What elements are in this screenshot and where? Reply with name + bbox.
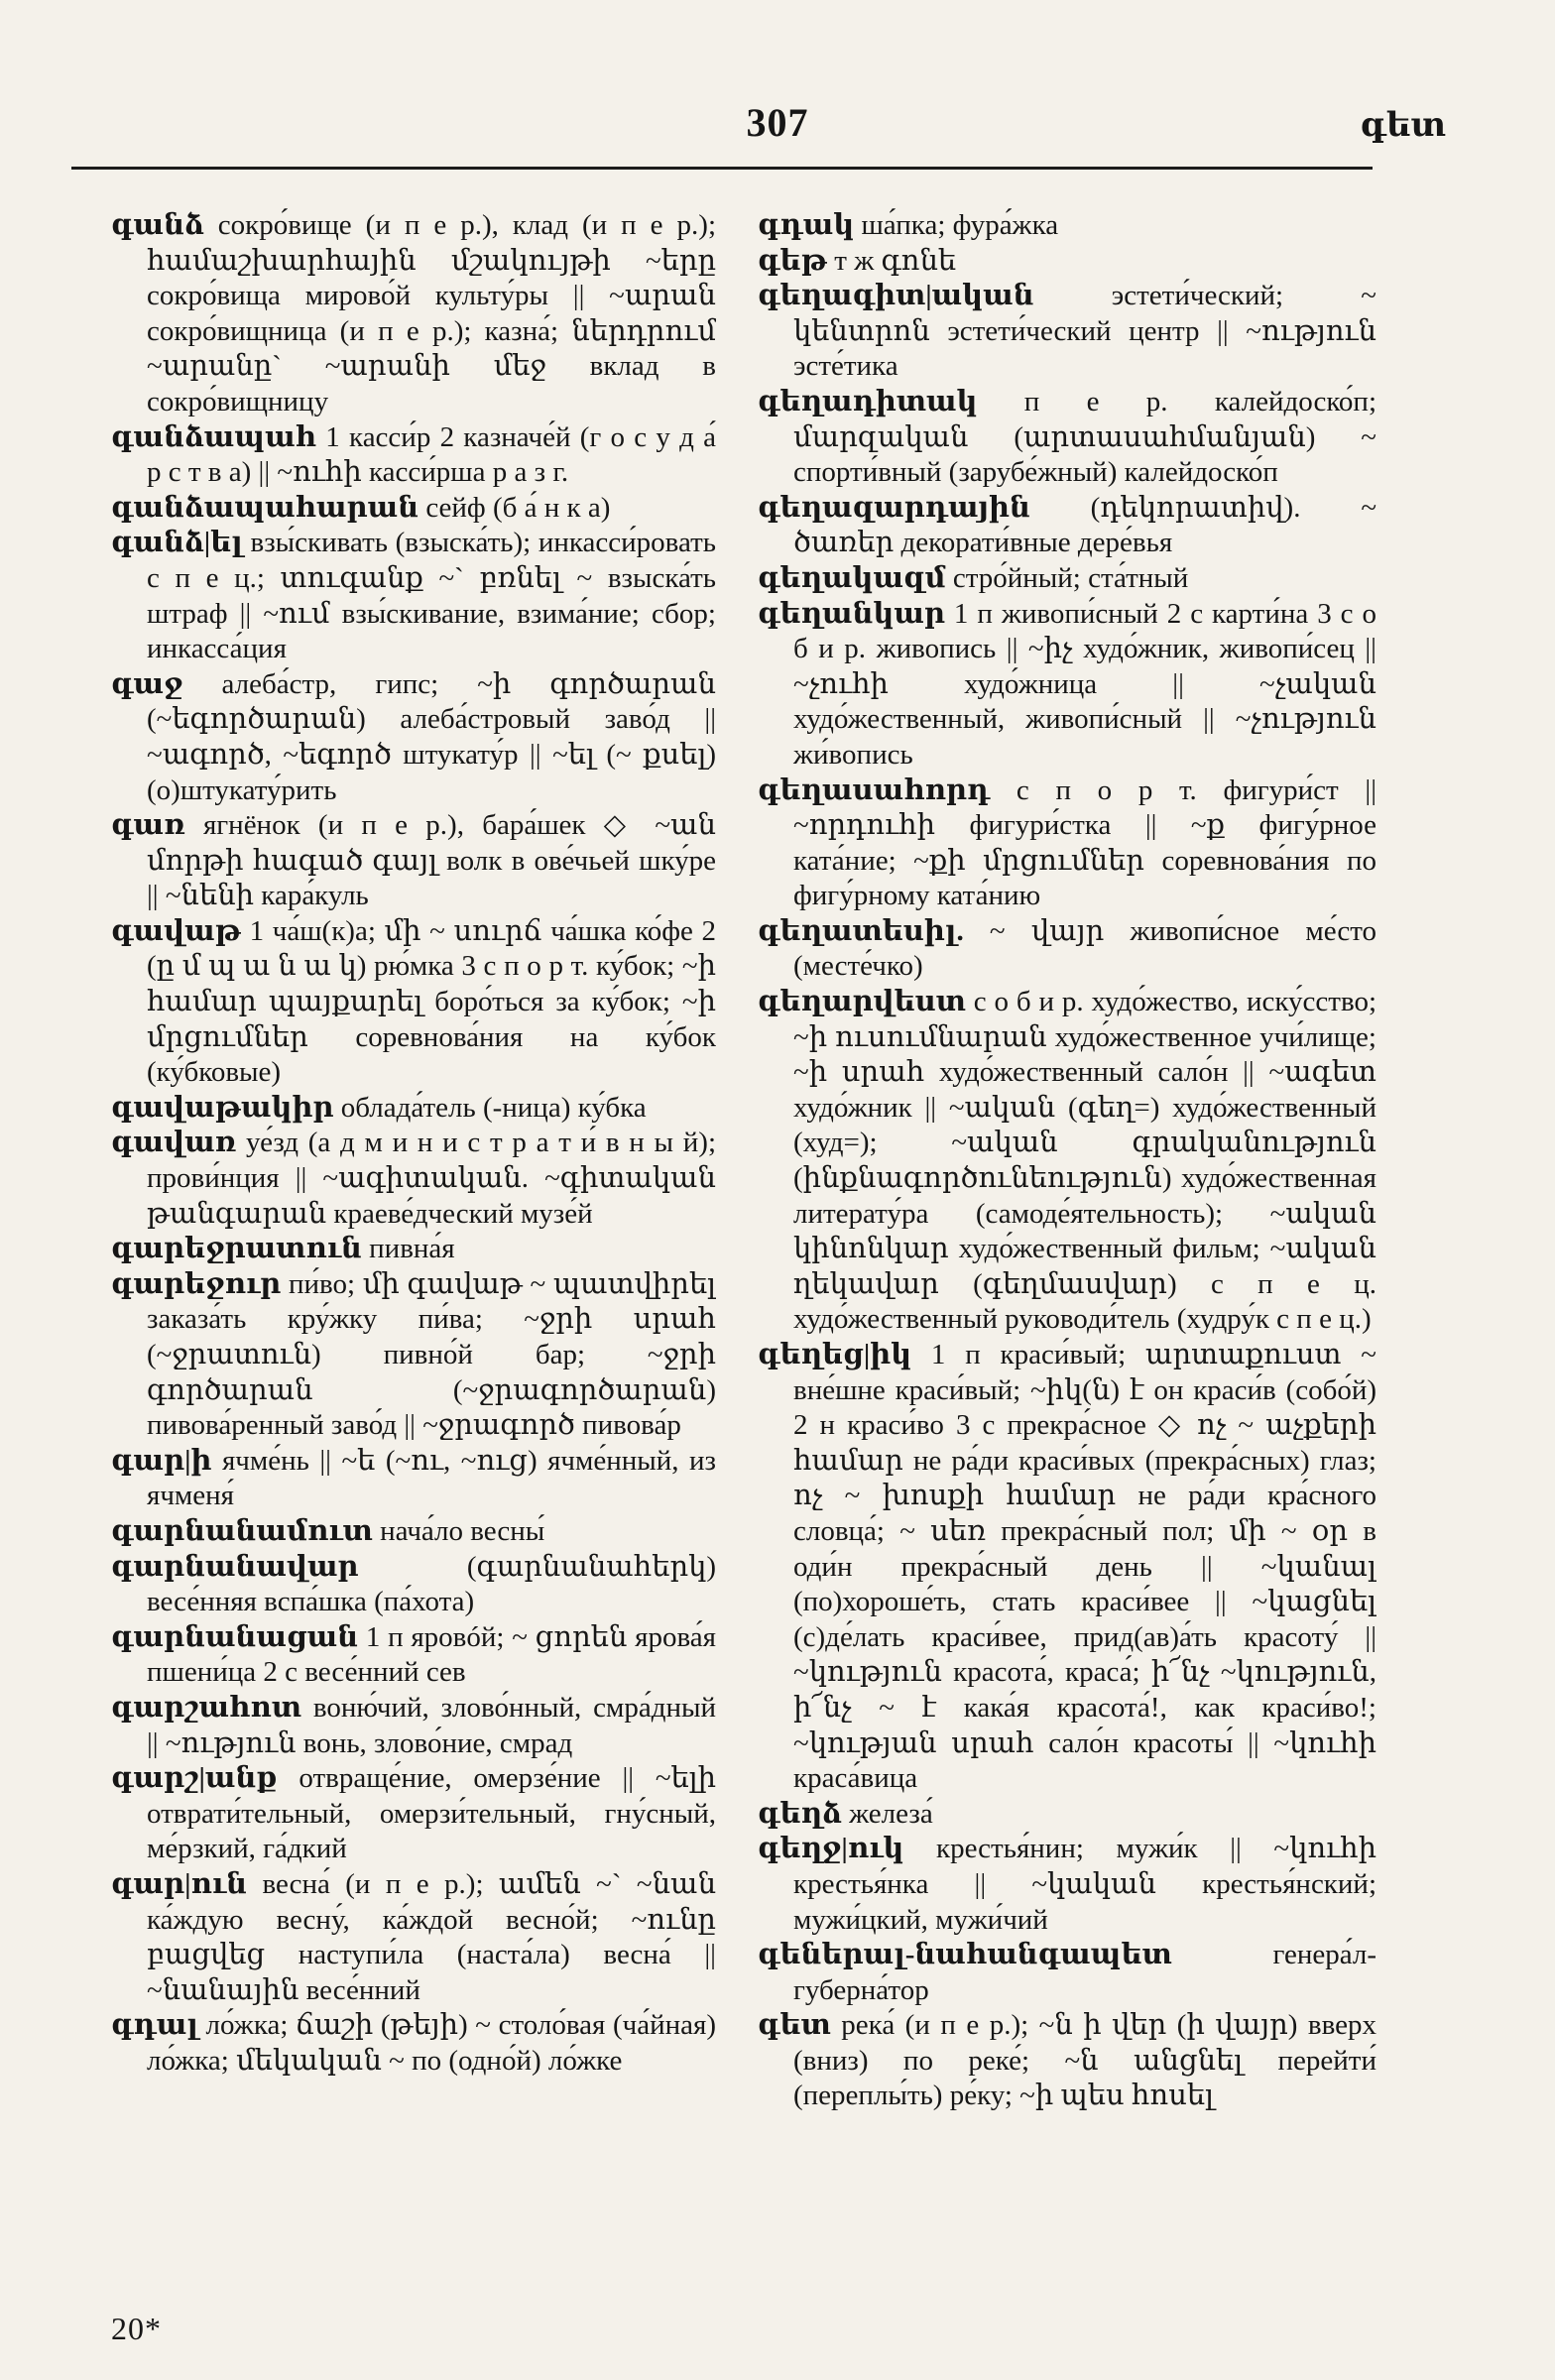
- entry-definition: весна́ (и п е р.); ամեն ~` ~նան ка́ждую весну́, ка́ждой весно́й; ~ունը բացվեց наступи́ла (наста́ла) весна́ || ~նանային весе́нний: [147, 1867, 716, 2006]
- dictionary-entry: [111, 1091, 716, 1127]
- entry-headword: գեղեց|իկ: [758, 1339, 912, 1370]
- entry-headword: գեներալ-նահանգապետ: [758, 1939, 1172, 1971]
- entry-definition: отвраще́ние, омерзе́ние || ~ելի отврати́тельный, омерзи́тельный, гну́сный, ме́рзкий, га́дкий: [147, 1762, 716, 1865]
- entry-headword: գառ: [111, 809, 185, 842]
- entry-headword: գեղարվեստ: [758, 986, 966, 1018]
- entry-definition: эстети́ческий; ~ կենտրոն эстети́ческий центр || ~ություն эсте́тика: [793, 280, 1376, 383]
- guide-word: գետ: [1360, 107, 1446, 144]
- entry-headword: գարեջուր: [111, 1267, 282, 1300]
- entry-definition: ягнёнок (и п е р.), бара́шек ◇ ~ան մորթի հագած գայլ волк в ове́чьей шку́ре || ~նենի кара́куль: [147, 809, 716, 912]
- dictionary-entry: [758, 1832, 1376, 1938]
- entry-definition: с п о р т. фигури́ст || ~որդուհի фигури́стка || ~ք фигу́рное ката́ние; ~քի մրցումներ соревнова́ния по фигу́рному ката́нию: [793, 774, 1376, 912]
- entry-definition: сокро́вище (и п е р.), клад (и п е р.); համաշխարհային մշակույթի ~երը сокро́вища мирово́й культу́ры || ~արան сокро́вищница (и п е р.); казна́; ներդրում ~արանը` ~արանի մեջ вклад в сокро́вищницу: [147, 209, 716, 417]
- dictionary-entry: [111, 914, 716, 1091]
- entry-definition: п е р. калейдоско́п; մարզական (արտասահմանյան) ~ спорти́вный (зарубе́жный) калейдоско́п: [793, 385, 1376, 489]
- entry-headword: գարշ|անք: [111, 1762, 278, 1795]
- entry-headword: գեղատեսիլ.: [758, 914, 964, 947]
- dictionary-entry: [758, 985, 1376, 1338]
- dictionary-entry: [758, 914, 1376, 985]
- dictionary-entry: [111, 1444, 716, 1514]
- entry-definition: сейф (б а́ н к а): [425, 491, 611, 524]
- entry-headword: գեղանկար: [758, 597, 945, 630]
- dictionary-entry: [758, 774, 1376, 914]
- dictionary-entry: [758, 2008, 1376, 2114]
- entry-definition: пивна́я: [369, 1233, 455, 1265]
- dictionary-entry: [111, 491, 716, 527]
- dictionary-entry: [758, 1938, 1376, 2008]
- page-header: [0, 0, 1555, 178]
- entry-definition: ячме́нь || ~ե (~ու, ~ուց) ячме́нный, из ячменя́: [147, 1444, 716, 1512]
- entry-headword: գեղասահորդ: [758, 774, 991, 806]
- dictionary-entry: [758, 597, 1376, 774]
- entry-definition: ло́жка; ճաշի (թեյի) ~ столо́вая (ча́йная) ло́жка; մեկական ~ по (одно́й) ло́жке: [147, 2009, 716, 2077]
- dictionary-entry: [758, 385, 1376, 491]
- dictionary-entry: [111, 667, 716, 808]
- entry-definition: (դեկորատիվ). ~ ծառեր декорати́вные дере́вья: [793, 491, 1376, 559]
- entry-headword: գանձ: [111, 209, 204, 241]
- entry-headword: գաջ: [111, 667, 183, 700]
- entry-definition: крестья́нин; мужи́к || ~կուհի крестья́нка || ~կական крестья́нский; мужи́цкий, мужи́чий: [793, 1833, 1376, 1936]
- entry-definition: генера́л-губерна́тор: [793, 1939, 1376, 2006]
- entry-headword: գարնանացան: [111, 1620, 359, 1653]
- dictionary-entry: [111, 1514, 716, 1550]
- entry-headword: գեղադիտակ: [758, 385, 978, 417]
- dictionary-entry: [758, 491, 1376, 561]
- entry-definition: стро́йный; ста́тный: [952, 561, 1189, 594]
- entry-definition: с о б и р. худо́жество, иску́сство; ~ի ուսումնարան худо́жественное учи́лище; ~ի սրահ худо́жественный сало́н || ~ագետ худо́жник || ~ական (գեղ=) худо́жественный (худ=); ~ական գրականություն (ինքնագործունեություն) худо́жественная литерату́ра (самоде́ятельность); ~ական կինոնկար худо́жественный фильм; ~ական ղեկավար (գեղմասվար) с п е ц. худо́жественный руководи́тель (худру́к с п е ц.): [793, 986, 1376, 1336]
- entry-definition: 1 п яровóй; ~ ցորեն ярова́я пшени́ца 2 с весе́нний сев: [147, 1620, 716, 1689]
- entry-headword: գարշահոտ: [111, 1691, 301, 1724]
- dictionary-entry: [111, 1691, 716, 1761]
- dictionary-entry: [111, 1867, 716, 2008]
- entry-definition: 1 п краси́вый; արտաքուստ ~ вне́шне краси́вый; ~իկ(ն) է он краси́в (собо́й) 2 н краси́во 3 с прекра́сное ◇ ոչ ~ աչքերի համար не ра́ди краси́вых (прекра́сных) глаз; ոչ ~ խոսքի համար не ра́ди кра́сного словца́; ~ սեռ прекра́сный пол; մի ~ օր в оди́н прекра́сный день || ~կանալ (по)хороше́ть, стать краси́вее || ~կացնել (с)де́лать краси́вее, прид(ав)а́ть красоту́ || ~կություն красота́, краса́; ի՜նչ ~կություն, ի՜նչ ~ է кака́я красота́!, как краси́во!; ~կության սրահ сало́н красоты́ || ~կուհի краса́вица: [793, 1339, 1376, 1795]
- dictionary-entry: [758, 279, 1376, 385]
- entry-definition: уе́зд (а д м и н и с т р а т и́ в н ы й); прови́нция || ~ագիտական. ~գիտական թանգարան краеве́дческий музе́й: [147, 1127, 716, 1230]
- header-rule: [71, 167, 1373, 170]
- entry-definition: нача́ло весны́: [380, 1514, 545, 1547]
- dictionary-entry: [111, 526, 716, 666]
- entry-headword: գավաթակիր: [111, 1091, 334, 1124]
- entry-headword: գեղագիտ|ական: [758, 280, 1034, 312]
- entry-definition: т ж գոնե: [834, 244, 957, 277]
- dictionary-entry: [758, 208, 1376, 244]
- dictionary-entry: [111, 1620, 716, 1691]
- entry-definition: железа́: [849, 1797, 933, 1830]
- dictionary-entry: [758, 1338, 1376, 1797]
- entry-definition: пи́во; մի գավաթ ~ պատվիրել заказа́ть кру́жку пи́ва; ~ջրի սրահ (~ջրատուն) пивно́й бар; ~ջրի գործարան (~ջրագործարան) пивова́ренный заво́д || ~ջրագործ пивова́р: [147, 1267, 716, 1442]
- entry-headword: գդակ: [758, 209, 855, 241]
- entry-headword: գետ: [758, 2009, 831, 2042]
- signature-mark: 20*: [111, 2311, 162, 2346]
- entry-headword: գեթ: [758, 244, 828, 277]
- entry-headword: գարնանամուտ: [111, 1514, 373, 1547]
- entry-definition: река́ (и п е р.); ~ն ի վեր (ի վայր) вверх (вниз) по реке́; ~ն անցնել перейти́ (переплы́ть) ре́ку; ~ի պես հոսել: [793, 2009, 1376, 2112]
- entry-definition: алеба́стр, гипс; ~ի գործարան (~եգործարան) алеба́стровый заво́д || ~ագործ, ~եգործ штукату́р || ~ել (~ քսել) (о)штукату́рить: [147, 667, 716, 806]
- entry-headword: գեղակազմ: [758, 561, 946, 594]
- entry-headword: գար|ի: [111, 1444, 212, 1477]
- entry-definition: ~ վայր живопи́сное ме́сто (месте́чко): [793, 914, 1376, 983]
- left-column: [111, 208, 716, 2340]
- entry-definition: (գարնանահերկ) весе́нняя вспа́шка (па́хота): [147, 1550, 716, 1618]
- entry-definition: воню́чий, злово́нный, смра́дный || ~ություն вонь, злово́ние, смрад: [147, 1691, 716, 1759]
- entry-headword: գանձ|ել: [111, 527, 243, 559]
- dictionary-entry: [758, 1797, 1376, 1833]
- entry-headword: գավառ: [111, 1127, 237, 1159]
- dictionary-entry: [758, 244, 1376, 280]
- entry-headword: գարեջրատուն: [111, 1233, 362, 1265]
- entry-definition: 1 ча́ш(к)а; մի ~ սուրճ ча́шка ко́фе 2 (ը մ պ ա ն ա կ) рю́мка 3 с п о р т. ку́бок; ~ի համար պայքարել боро́ться за ку́бок; ~ի մրցումներ соревнова́ния на ку́бок (ку́бковые): [147, 914, 716, 1089]
- dictionary-entry: [111, 208, 716, 420]
- dictionary-entry: [111, 2008, 716, 2079]
- entry-definition: 1 касси́р 2 казначе́й (г о с у д а́ р с т в а) || ~ուհի касси́рша р а з г.: [147, 420, 716, 489]
- dictionary-entry: [111, 1126, 716, 1232]
- right-column: [758, 208, 1376, 2340]
- entry-definition: 1 п живопи́сный 2 с карти́на 3 с о б и р. живопись || ~իչ худо́жник, живопи́сец || ~չուհի худо́жница || ~չական худо́жественный, живопи́сный || ~չություն жи́вопись: [793, 597, 1376, 771]
- dictionary-entry: [111, 1550, 716, 1620]
- entry-headword: գարնանավար: [111, 1550, 359, 1583]
- entry-headword: գար|ուն: [111, 1867, 248, 1900]
- dictionary-entry: [111, 1267, 716, 1444]
- entry-headword: գդալ: [111, 2009, 198, 2042]
- dictionary-entry: [111, 1761, 716, 1867]
- entry-headword: գանձապահարան: [111, 491, 419, 524]
- entry-headword: գավաթ: [111, 914, 242, 947]
- dictionary-columns: [0, 208, 1555, 2340]
- entry-headword: գեղձ: [758, 1797, 842, 1830]
- entry-headword: գեղազարդային: [758, 491, 1030, 524]
- dictionary-entry: [758, 561, 1376, 597]
- dictionary-entry: [111, 420, 716, 491]
- entry-definition: облада́тель (-ница) ку́бка: [340, 1091, 647, 1124]
- entry-definition: ша́пка; фура́жка: [861, 209, 1059, 241]
- entry-headword: գեղջ|ուկ: [758, 1833, 904, 1865]
- page-number: 307: [746, 100, 809, 145]
- dictionary-entry: [111, 808, 716, 914]
- dictionary-entry: [111, 1232, 716, 1267]
- entry-headword: գանձապահ: [111, 420, 317, 453]
- entry-definition: взы́скивать (взыска́ть); инкасси́ровать с п е ц.; տուգանք ~` բռնել ~ взыска́ть штраф || ~ում взы́скивание, взима́ние; сбор; инкасса́ция: [147, 527, 716, 665]
